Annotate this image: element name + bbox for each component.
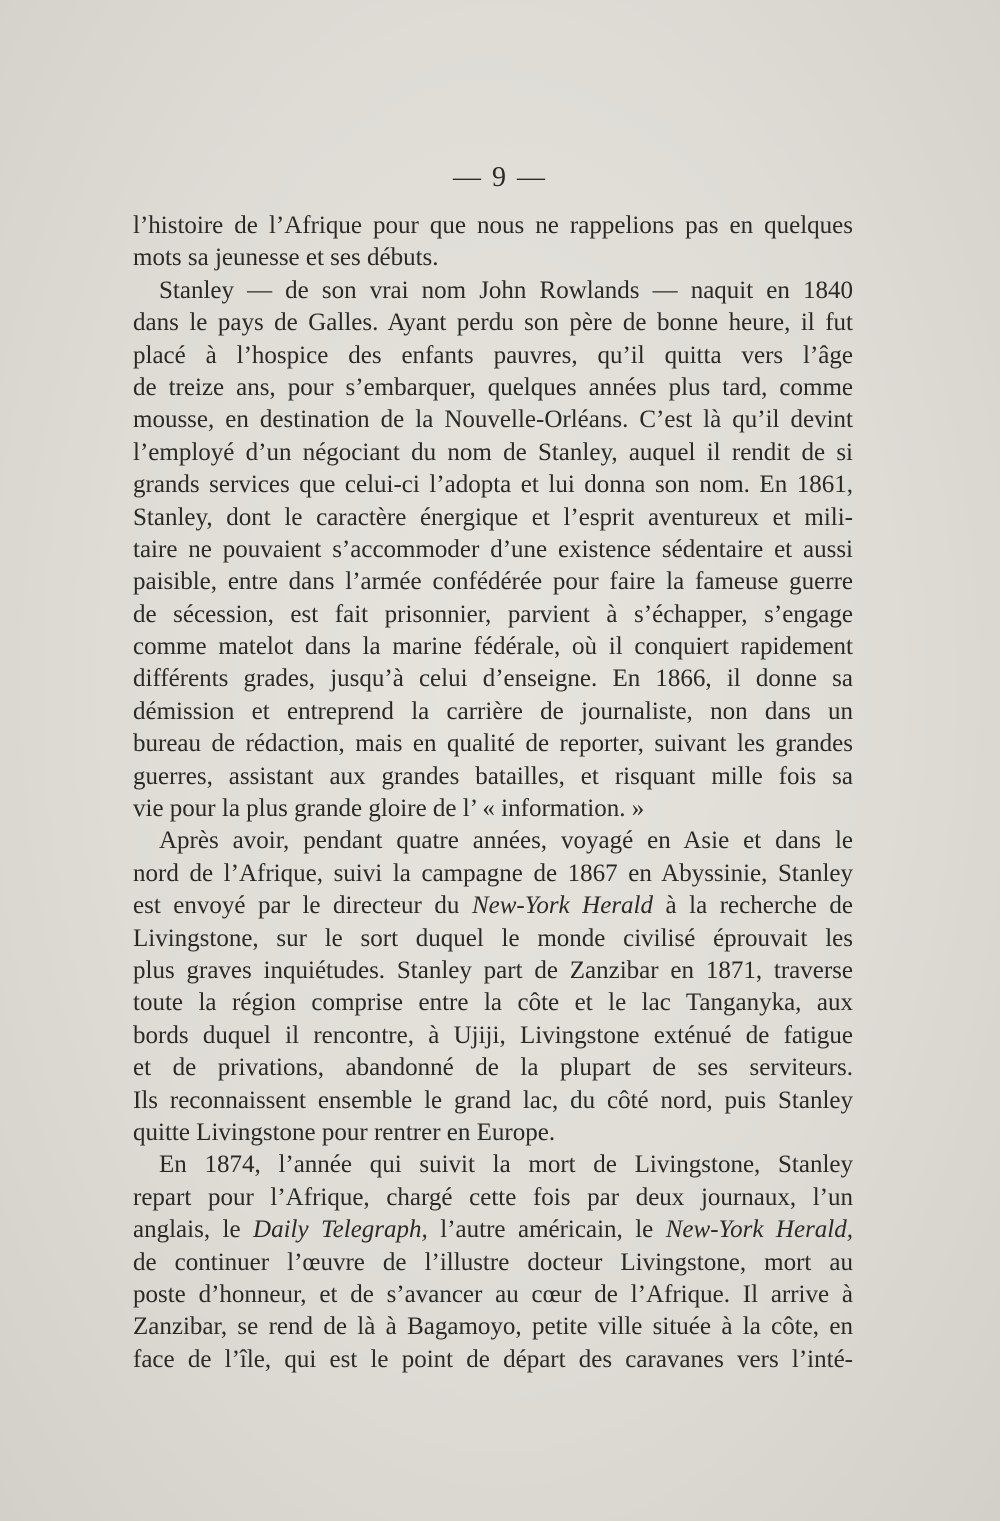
text-line: Zanzibar, se rend de là à Bagamoyo, petite ville située à la côte, en (133, 1313, 853, 1341)
paragraph-first-line: En 1874, l’année qui suivit la mort de Livingstone, Stanley (159, 1151, 853, 1179)
text-line: repart pour l’Afrique, chargé cette fois par deux journaux, l’un (133, 1183, 853, 1211)
text-line: mousse, en destination de la Nouvelle-Orléans. C’est là qu’il devint (133, 406, 853, 434)
paragraph-first-line: Après avoir, pendant quatre années, voyagé en Asie et dans le (159, 827, 853, 855)
text-line: différents grades, jusqu’à celui d’enseigne. En 1866, il donne sa (133, 665, 853, 693)
text-line: comme matelot dans la marine fédérale, où il conquiert rapidement (133, 633, 853, 661)
newspaper-title: New-York Herald (471, 892, 653, 920)
text-segment: est envoyé par le directeur du (133, 892, 472, 920)
text-line: de continuer l’œuvre de l’illustre docteur Livingstone, mort au (133, 1248, 853, 1276)
text-segment: à la recherche de (653, 892, 853, 920)
text-line: mots sa jeunesse et ses débuts. (133, 244, 439, 272)
page-number: — 9 — (453, 162, 547, 193)
text-line: plus graves inquiétudes. Stanley part de Zanzibar en 1871, traverse (133, 956, 853, 984)
text-line: quitte Livingstone pour rentrer en Europe. (133, 1118, 556, 1146)
text-line: vie pour la plus grande gloire de l’ « information. » (133, 795, 645, 823)
text-line: nord de l’Afrique, suivi la campagne de 1867 en Abyssinie, Stanley (133, 859, 853, 887)
text-line: dans le pays de Galles. Ayant perdu son père de bonne heure, il fut (133, 309, 853, 337)
text-line: paisible, entre dans l’armée confédérée pour faire la fameuse guerre (133, 568, 853, 596)
text-line: Livingstone, sur le sort duquel le monde civilisé éprouvait les (133, 924, 853, 952)
text-segment: anglais, le (133, 1216, 254, 1244)
text-line: de treize ans, pour s’embarquer, quelques années plus tard, comme (133, 373, 853, 401)
text-line: l’employé d’un négociant du nom de Stanley, auquel il rendit de si (133, 438, 853, 466)
text-line: toute la région comprise entre la côte et le lac Tanganyka, aux (133, 989, 853, 1017)
text-line: poste d’honneur, et de s’avancer au cœur de l’Afrique. Il arrive à (133, 1280, 853, 1308)
text-line: de sécession, est fait prisonnier, parvient à s’échapper, s’engage (133, 600, 853, 628)
text-line: démission et entreprend la carrière de journaliste, non dans un (133, 697, 853, 725)
text-line: l’histoire de l’Afrique pour que nous ne rappelions pas en quelques (133, 212, 853, 239)
text-line: et de privations, abandonné de la plupart de ses serviteurs. (133, 1054, 853, 1082)
paragraph-first-line: Stanley — de son vrai nom John Rowlands — naquit en 1840 (159, 276, 853, 304)
text-line: guerres, assistant aux grandes batailles, et risquant mille fois sa (133, 762, 853, 790)
text-line: Ils reconnaissent ensemble le grand lac, du côté nord, puis Stanley (133, 1086, 853, 1114)
text-line: taire ne pouvaient s’accommoder d’une existence sédentaire et aussi (133, 535, 853, 563)
newspaper-title: Daily Telegraph, (253, 1216, 428, 1244)
text-segment: l’autre américain, le (427, 1216, 666, 1244)
text-line: face de l’île, qui est le point de départ des caravanes vers l’inté- (133, 1345, 853, 1373)
text-line: Stanley, dont le caractère énergique et l’esprit aventureux et mili- (133, 503, 853, 531)
text-line (133, 890, 853, 922)
text-line: grands services que celui-ci l’adopta et lui donna son nom. En 1861, (133, 471, 853, 499)
body-text (133, 210, 853, 1376)
text-line: bords duquel il rencontre, à Ujiji, Livingstone exténué de fatigue (133, 1021, 853, 1049)
text-line (133, 1214, 853, 1246)
text-line: bureau de rédaction, mais en qualité de reporter, suivant les grandes (133, 730, 853, 758)
text-line: placé à l’hospice des enfants pauvres, qu’il quitta vers l’âge (133, 341, 853, 369)
newspaper-title: New-York Herald, (665, 1216, 853, 1244)
